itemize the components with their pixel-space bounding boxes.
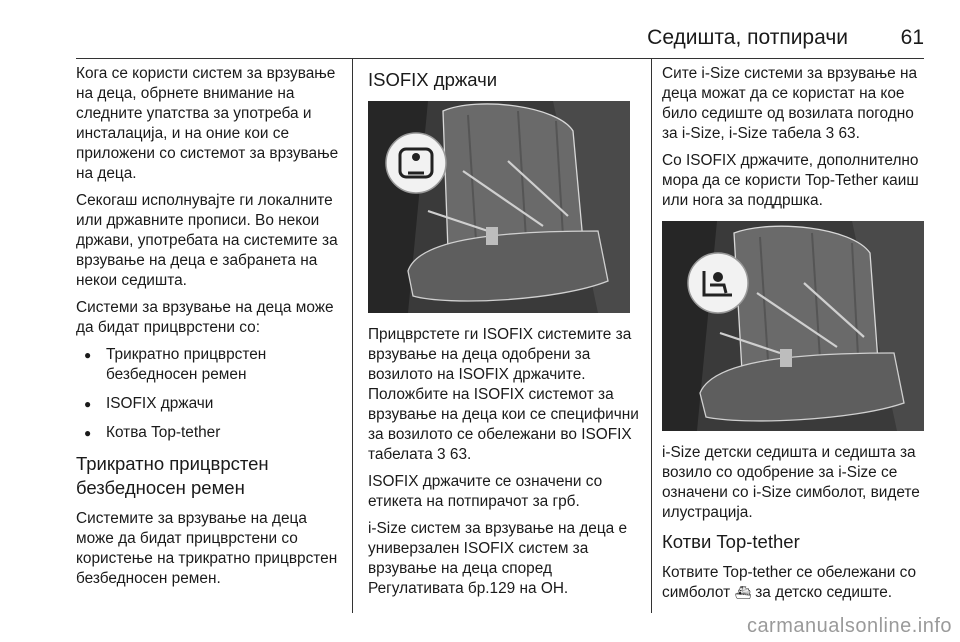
column-2 bbox=[368, 64, 644, 606]
top-tether-text-end: за детско седиште. bbox=[755, 584, 893, 601]
page-number: 61 bbox=[900, 26, 924, 49]
isofix-label-paragraph: ISOFIX држачите се означени со етикета на потпирачот за грб. bbox=[368, 473, 603, 510]
isofix-symbol-icon bbox=[386, 133, 446, 193]
child-seat-symbol-icon: ⛴ bbox=[734, 585, 751, 600]
page-ref-arrow-icon: 3 bbox=[825, 125, 835, 142]
i-size-seats-paragraph bbox=[662, 64, 932, 144]
intro-paragraph: Кога се користи систем за врзување на деца, обрнете внимание на следните упатства за употреба и инсталација, и на оние кои се приложени со системот за врзување на деца. bbox=[76, 65, 339, 182]
top-tether-requirement-paragraph: Со ISOFIX држачите, дополнително мора да се користи Top-Tether каиш или нога за поддршка. bbox=[662, 152, 919, 209]
watermark: carmanualsonline.info bbox=[746, 615, 952, 637]
list-item: ● ISOFIX држачи bbox=[76, 394, 346, 414]
page-header-title: Седишта, потпирачи bbox=[647, 26, 848, 49]
page-ref: 63. bbox=[838, 125, 860, 142]
attachment-list bbox=[76, 345, 346, 443]
regulations-paragraph: Секогаш исполнувајте ги локалните или државните прописи. Во некои држави, употребата на системите за врзување на деца е забранета на некои седишта. bbox=[76, 192, 338, 289]
column-divider-2 bbox=[651, 58, 652, 613]
header-rule bbox=[76, 58, 924, 59]
i-size-seats-text: Сите i-Size системи за врзување на деца можат да се користат на кое било седиште од возилата погодно за i-Size, i-Size табела bbox=[662, 65, 918, 142]
seat-drawing bbox=[662, 221, 924, 431]
i-size-symbol-icon bbox=[688, 253, 748, 313]
list-item: ● Трикратно прицврстен безбедносен ремен bbox=[76, 345, 346, 385]
isofix-paragraph bbox=[368, 325, 644, 465]
i-size-paragraph: i-Size систем за врзување на деца е универзален ISOFIX систем за врзување на деца според Регулативата бр.129 на ОН. bbox=[368, 520, 628, 597]
column-1 bbox=[76, 64, 346, 596]
column-3 bbox=[662, 64, 932, 610]
figure-caption: i-Size детски седишта и седишта за возило со одобрение за i-Size се означени со i-Size симболот, видете илустрација. bbox=[662, 444, 920, 521]
i-size-seat-illustration bbox=[662, 221, 924, 431]
isofix-seat-illustration bbox=[368, 101, 630, 313]
seat-drawing bbox=[368, 101, 630, 313]
page-ref-arrow-icon: 3 bbox=[437, 446, 446, 463]
top-tether-paragraph bbox=[662, 563, 932, 603]
list-item: ● Котва Top-tether bbox=[76, 423, 346, 443]
page-ref: 63. bbox=[449, 446, 472, 463]
attachment-paragraph: Системи за врзување на деца може да бидат прицврстени со: bbox=[76, 299, 334, 336]
top-tether-text: Котвите Top-tether се обележани со симболот bbox=[662, 564, 917, 601]
column-divider-1 bbox=[352, 58, 353, 613]
section-heading-three-point-belt: Трикратно прицврстен безбедносен ремен bbox=[76, 453, 269, 498]
three-point-belt-paragraph: Системите за врзување на деца може да бидат прицврстени со користење на трикратно прицврстен безбедносен ремен. bbox=[76, 510, 338, 587]
section-heading-top-tether: Котви Top-tether bbox=[662, 531, 800, 552]
isofix-paragraph-text: Прицврстете ги ISOFIX системите за врзување на деца одобрени за возилото на ISOFIX држачите. Положбите на ISOFIX системот за врзување на деца кои се специфични за возилото се обележани во ISOFIX табелата bbox=[368, 326, 639, 463]
section-heading-isofix: ISOFIX држачи bbox=[368, 69, 498, 90]
